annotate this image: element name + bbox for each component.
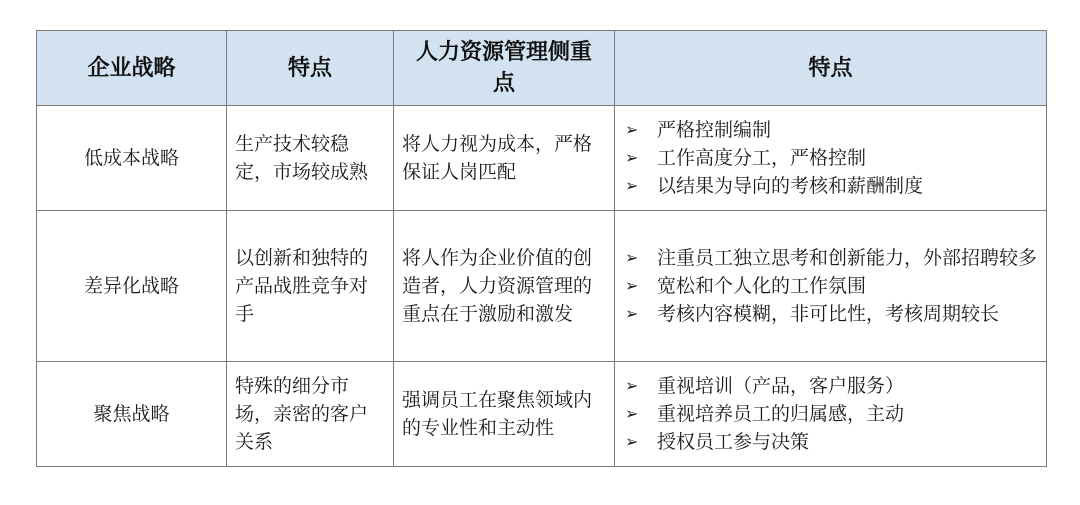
arrow-bullet-icon: ➢	[625, 275, 639, 295]
header-strategy: 企业战略	[37, 31, 227, 106]
list-item	[623, 372, 1038, 400]
list-item	[623, 172, 1038, 200]
list-item	[623, 400, 1038, 428]
practice-text: 工作高度分工，严格控制	[657, 146, 867, 169]
practice-text: 注重员工独立思考和创新能力，外部招聘较多	[657, 246, 1038, 269]
header-trait: 特点	[227, 31, 394, 106]
table-header	[37, 31, 1047, 106]
trait-cell: 以创新和独特的产品战胜竞争对手	[227, 211, 394, 362]
strategy-table	[36, 30, 1047, 467]
practices-cell	[615, 362, 1047, 467]
practice-text: 重视培训（产品，客户服务）	[657, 374, 905, 397]
list-item	[623, 116, 1038, 144]
trait-cell: 生产技术较稳定，市场较成熟	[227, 106, 394, 211]
arrow-bullet-icon: ➢	[625, 375, 639, 395]
header-practices: 特点	[615, 31, 1047, 106]
strategy-cell: 差异化战略	[37, 211, 227, 362]
practice-text: 考核内容模糊，非可比性，考核周期较长	[657, 302, 1000, 325]
arrow-bullet-icon: ➢	[625, 303, 639, 323]
arrow-bullet-icon: ➢	[625, 403, 639, 423]
hr-focus-cell: 将人力视为成本，严格保证人岗匹配	[394, 106, 615, 211]
list-item	[623, 244, 1038, 272]
table-row	[37, 106, 1047, 211]
practice-text: 宽松和个人化的工作氛围	[657, 274, 867, 297]
header-hr-focus: 人力资源管理侧重点	[394, 31, 615, 106]
hr-focus-cell: 将人作为企业价值的创造者，人力资源管理的重点在于激励和激发	[394, 211, 615, 362]
trait-cell: 特殊的细分市场，亲密的客户关系	[227, 362, 394, 467]
strategy-cell: 低成本战略	[37, 106, 227, 211]
practice-list	[623, 116, 1038, 200]
practice-text: 授权员工参与决策	[657, 430, 810, 453]
table-body	[37, 106, 1047, 467]
practice-text: 严格控制编制	[657, 118, 772, 141]
practice-list	[623, 244, 1038, 328]
practice-list	[623, 372, 1038, 456]
practices-cell	[615, 211, 1047, 362]
hr-focus-cell: 强调员工在聚焦领域内的专业性和主动性	[394, 362, 615, 467]
practice-text: 以结果为导向的考核和薪酬制度	[657, 174, 924, 197]
list-item	[623, 272, 1038, 300]
arrow-bullet-icon: ➢	[625, 247, 639, 267]
list-item	[623, 428, 1038, 456]
strategy-cell: 聚焦战略	[37, 362, 227, 467]
practices-cell	[615, 106, 1047, 211]
table-row	[37, 211, 1047, 362]
header-row	[37, 31, 1047, 106]
arrow-bullet-icon: ➢	[625, 175, 639, 195]
practice-text: 重视培养员工的归属感，主动	[657, 402, 905, 425]
arrow-bullet-icon: ➢	[625, 431, 639, 451]
arrow-bullet-icon: ➢	[625, 147, 639, 167]
arrow-bullet-icon: ➢	[625, 119, 639, 139]
table-row	[37, 362, 1047, 467]
list-item	[623, 144, 1038, 172]
list-item	[623, 300, 1038, 328]
